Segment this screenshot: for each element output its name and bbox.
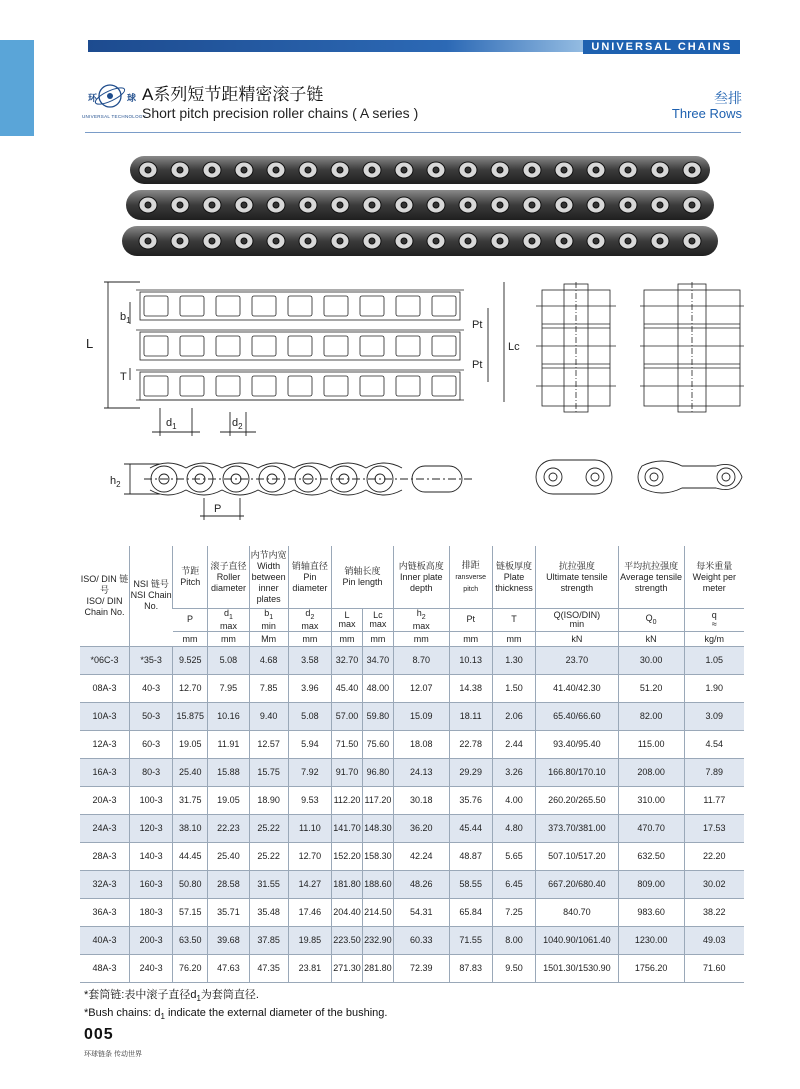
- table-cell: 50-3: [129, 702, 172, 730]
- page-title-en: Short pitch precision roller chains ( A series ): [142, 105, 419, 121]
- table-cell: 19.05: [208, 786, 249, 814]
- table-cell: 12.57: [249, 730, 288, 758]
- table-cell: 667.20/680.40: [536, 870, 618, 898]
- table-cell: 47.35: [249, 954, 288, 982]
- table-cell: 12.70: [288, 842, 331, 870]
- table-cell: 57.15: [173, 898, 208, 926]
- table-cell: 470.70: [618, 814, 684, 842]
- col-header-pin: 销轴直径 Pin diameter: [288, 546, 331, 609]
- side-view-drawing-2: [640, 278, 744, 418]
- table-cell: 35.48: [249, 898, 288, 926]
- side-tab: [0, 40, 34, 136]
- table-cell: 25.22: [249, 842, 288, 870]
- table-cell: 71.55: [449, 926, 492, 954]
- unit-weight: kg/m: [684, 631, 744, 646]
- table-cell: 507.10/517.20: [536, 842, 618, 870]
- table-cell: 60.33: [393, 926, 449, 954]
- table-cell: *35-3: [129, 646, 172, 674]
- col-header-plate: 内链板高度 Inner plate depth: [393, 546, 449, 609]
- table-cell: 17.53: [684, 814, 744, 842]
- unit-tensile: kN: [536, 631, 618, 646]
- table-cell: 11.10: [288, 814, 331, 842]
- label-Pt-upper: Pt: [472, 319, 483, 331]
- table-row: [80, 870, 744, 898]
- table-cell: 51.20: [618, 674, 684, 702]
- table-cell: 31.55: [249, 870, 288, 898]
- table-cell: 31.75: [173, 786, 208, 814]
- label-L: L: [86, 336, 94, 351]
- table-cell: 93.40/95.40: [536, 730, 618, 758]
- table-row: [80, 926, 744, 954]
- table-cell: 18.08: [393, 730, 449, 758]
- footer-slogan: 环球链条 传动世界: [84, 1051, 142, 1058]
- table-cell: 7.95: [208, 674, 249, 702]
- col-header-ansi: NSI 链号 NSI Chain No.: [129, 546, 172, 646]
- table-row: [80, 814, 744, 842]
- label-d1: $d_1$: [166, 417, 177, 431]
- col-header-avg: 平均抗拉强度 Average tensile strength: [618, 546, 684, 609]
- table-cell: 166.80/170.10: [536, 758, 618, 786]
- table-cell: 5.08: [288, 702, 331, 730]
- spec-table: [80, 546, 744, 983]
- table-cell: 200-3: [129, 926, 172, 954]
- table-cell: 3.09: [684, 702, 744, 730]
- table-cell: 9.53: [288, 786, 331, 814]
- table-cell: 11.91: [208, 730, 249, 758]
- table-cell: 28.58: [208, 870, 249, 898]
- table-row: [80, 674, 744, 702]
- table-cell: 3.96: [288, 674, 331, 702]
- table-cell: 9.40: [249, 702, 288, 730]
- table-cell: 28A-3: [80, 842, 129, 870]
- table-cell: 180-3: [129, 898, 172, 926]
- table-cell: 112.20: [332, 786, 363, 814]
- table-row: [80, 898, 744, 926]
- unit-thick: mm: [492, 631, 535, 646]
- col-header-roller: 滚子直径 Roller diameter: [208, 546, 249, 609]
- table-cell: 25.22: [249, 814, 288, 842]
- table-cell: 19.05: [173, 730, 208, 758]
- table-cell: 48.00: [362, 674, 393, 702]
- sym-L: L max: [332, 609, 363, 632]
- table-cell: 4.80: [492, 814, 535, 842]
- col-header-pitch: 节距 Pitch: [173, 546, 208, 609]
- table-cell: 208.00: [618, 758, 684, 786]
- table-cell: 76.20: [173, 954, 208, 982]
- footnote-cn: *套筒链:表中滚子直径$d_1$为套筒直径.: [84, 989, 259, 1004]
- table-cell: 15.88: [208, 758, 249, 786]
- table-cell: 16A-3: [80, 758, 129, 786]
- chain-photo: [120, 150, 720, 264]
- table-cell: 232.90: [362, 926, 393, 954]
- table-cell: 271.30: [332, 954, 363, 982]
- table-cell: 373.70/381.00: [536, 814, 618, 842]
- unit-avg: kN: [618, 631, 684, 646]
- unit-tpitch: mm: [449, 631, 492, 646]
- sym-roller: $d_1$ max: [208, 609, 249, 632]
- sym-Lc: Lc max: [362, 609, 393, 632]
- table-cell: 71.50: [332, 730, 363, 758]
- unit-pitch: mm: [173, 631, 208, 646]
- table-cell: 5.08: [208, 646, 249, 674]
- table-row: [80, 842, 744, 870]
- table-cell: 983.60: [618, 898, 684, 926]
- table-cell: 59.80: [362, 702, 393, 730]
- table-cell: 5.94: [288, 730, 331, 758]
- table-cell: 18.90: [249, 786, 288, 814]
- table-cell: 15.09: [393, 702, 449, 730]
- side-view-drawing-1: [534, 278, 618, 418]
- table-cell: 29.29: [449, 758, 492, 786]
- page-title-cn: A系列短节距精密滚子链: [142, 85, 324, 104]
- table-cell: 1.50: [492, 674, 535, 702]
- table-cell: 14.27: [288, 870, 331, 898]
- table-cell: 36.20: [393, 814, 449, 842]
- table-cell: 25.40: [173, 758, 208, 786]
- table-cell: 30.00: [618, 646, 684, 674]
- table-cell: 12.07: [393, 674, 449, 702]
- table-cell: 1501.30/1530.90: [536, 954, 618, 982]
- table-cell: 38.22: [684, 898, 744, 926]
- table-cell: 1040.90/1061.40: [536, 926, 618, 954]
- table-cell: 260.20/265.50: [536, 786, 618, 814]
- table-cell: 40A-3: [80, 926, 129, 954]
- table-cell: 7.89: [684, 758, 744, 786]
- table-cell: 44.45: [173, 842, 208, 870]
- table-cell: 2.44: [492, 730, 535, 758]
- table-cell: 72.39: [393, 954, 449, 982]
- table-cell: 5.65: [492, 842, 535, 870]
- table-cell: 47.63: [208, 954, 249, 982]
- unit-Lc: mm: [362, 631, 393, 646]
- label-T: T: [120, 371, 127, 383]
- table-cell: 12.70: [173, 674, 208, 702]
- page-number: 005: [84, 1026, 114, 1043]
- table-cell: 08A-3: [80, 674, 129, 702]
- table-cell: 22.78: [449, 730, 492, 758]
- table-cell: 65.84: [449, 898, 492, 926]
- table-cell: 75.60: [362, 730, 393, 758]
- table-cell: 91.70: [332, 758, 363, 786]
- table-cell: 30.02: [684, 870, 744, 898]
- table-cell: 37.85: [249, 926, 288, 954]
- table-cell: 120-3: [129, 814, 172, 842]
- table-cell: 48A-3: [80, 954, 129, 982]
- unit-roller: mm: [208, 631, 249, 646]
- table-cell: 10.16: [208, 702, 249, 730]
- table-row: [80, 954, 744, 982]
- table-cell: 9.50: [492, 954, 535, 982]
- footnote-en: *Bush chains: $d_1$ indicate the external diameter of the bushing.: [84, 1007, 388, 1022]
- table-cell: 188.60: [362, 870, 393, 898]
- table-cell: 160-3: [129, 870, 172, 898]
- col-header-iso: ISO/ DIN 链号 ISO/ DIN Chain No.: [80, 573, 129, 617]
- table-cell: 240-3: [129, 954, 172, 982]
- table-cell: 6.45: [492, 870, 535, 898]
- table-cell: 25.40: [208, 842, 249, 870]
- table-cell: 115.00: [618, 730, 684, 758]
- table-cell: 15.75: [249, 758, 288, 786]
- logo-cn-right: 球: [126, 93, 136, 103]
- table-cell: 63.50: [173, 926, 208, 954]
- table-cell: 310.00: [618, 786, 684, 814]
- table-cell: 17.46: [288, 898, 331, 926]
- label-h2: $h_2$: [110, 475, 121, 489]
- table-cell: 24.13: [393, 758, 449, 786]
- table-cell: 8.70: [393, 646, 449, 674]
- plate-end-drawings: [530, 452, 748, 502]
- table-row: [80, 702, 744, 730]
- table-cell: 7.25: [492, 898, 535, 926]
- table-cell: 39.68: [208, 926, 249, 954]
- plate-profile-drawing: [104, 448, 504, 530]
- table-cell: 281.80: [362, 954, 393, 982]
- table-cell: 140-3: [129, 842, 172, 870]
- table-cell: 152.20: [332, 842, 363, 870]
- table-cell: 12A-3: [80, 730, 129, 758]
- table-row: [80, 730, 744, 758]
- table-cell: 60-3: [129, 730, 172, 758]
- table-cell: 2.06: [492, 702, 535, 730]
- unit-width: Mm: [249, 631, 288, 646]
- table-cell: 19.85: [288, 926, 331, 954]
- table-cell: 65.40/66.60: [536, 702, 618, 730]
- table-cell: 181.80: [332, 870, 363, 898]
- table-cell: 3.58: [288, 646, 331, 674]
- table-cell: 141.70: [332, 814, 363, 842]
- sym-weight: q ≈: [684, 609, 744, 632]
- table-row: [80, 758, 744, 786]
- table-cell: 1756.20: [618, 954, 684, 982]
- table-cell: 48.26: [393, 870, 449, 898]
- table-cell: 100-3: [129, 786, 172, 814]
- sym-thick: T: [492, 609, 535, 632]
- table-cell: 11.77: [684, 786, 744, 814]
- label-b1: $b_1$: [120, 311, 131, 325]
- sym-plate: $h_2$ max: [393, 609, 449, 632]
- table-cell: 57.00: [332, 702, 363, 730]
- table-cell: 10.13: [449, 646, 492, 674]
- table-cell: 32.70: [332, 646, 363, 674]
- col-header-tpitch: 排距 ransverse pitch: [449, 546, 492, 609]
- table-cell: 48.87: [449, 842, 492, 870]
- table-cell: 96.80: [362, 758, 393, 786]
- brand-band-label: UNIVERSAL CHAINS: [583, 40, 740, 54]
- table-cell: 204.40: [332, 898, 363, 926]
- table-cell: 71.60: [684, 954, 744, 982]
- table-cell: 223.50: [332, 926, 363, 954]
- table-cell: 41.40/42.30: [536, 674, 618, 702]
- col-header-weight: 每米重量 Weight per meter: [684, 546, 744, 609]
- table-cell: 117.20: [362, 786, 393, 814]
- table-cell: 14.38: [449, 674, 492, 702]
- table-cell: 840.70: [536, 898, 618, 926]
- table-cell: 23.81: [288, 954, 331, 982]
- unit-pin: mm: [288, 631, 331, 646]
- table-cell: 45.44: [449, 814, 492, 842]
- unit-plate: mm: [393, 631, 449, 646]
- table-cell: 42.24: [393, 842, 449, 870]
- table-cell: 34.70: [362, 646, 393, 674]
- table-cell: 35.71: [208, 898, 249, 926]
- table-cell: 30.18: [393, 786, 449, 814]
- table-cell: 35.76: [449, 786, 492, 814]
- table-cell: 8.00: [492, 926, 535, 954]
- table-row: [80, 646, 744, 674]
- table-cell: 7.92: [288, 758, 331, 786]
- table-cell: 87.83: [449, 954, 492, 982]
- table-cell: 23.70: [536, 646, 618, 674]
- col-header-pinlen: 销轴长度 Pin length: [332, 546, 394, 609]
- sym-pitch: P: [173, 609, 208, 632]
- rows-label-en: Three Rows: [671, 106, 742, 121]
- table-cell: 40-3: [129, 674, 172, 702]
- table-cell: 3.26: [492, 758, 535, 786]
- table-cell: 49.03: [684, 926, 744, 954]
- table-cell: 4.68: [249, 646, 288, 674]
- table-cell: 148.30: [362, 814, 393, 842]
- table-cell: *06C-3: [80, 646, 129, 674]
- table-cell: 32A-3: [80, 870, 129, 898]
- unit-L: mm: [332, 631, 363, 646]
- table-cell: 58.55: [449, 870, 492, 898]
- label-P: P: [214, 503, 222, 515]
- table-cell: 45.40: [332, 674, 363, 702]
- label-Pt-lower: Pt: [472, 359, 483, 371]
- table-cell: 1.05: [684, 646, 744, 674]
- table-cell: 4.00: [492, 786, 535, 814]
- table-cell: 7.85: [249, 674, 288, 702]
- table-cell: 214.50: [362, 898, 393, 926]
- table-cell: 1.90: [684, 674, 744, 702]
- sym-tpitch: Pt: [449, 609, 492, 632]
- table-row: [80, 786, 744, 814]
- table-cell: 20A-3: [80, 786, 129, 814]
- table-cell: 80-3: [129, 758, 172, 786]
- table-cell: 18.11: [449, 702, 492, 730]
- table-cell: 22.20: [684, 842, 744, 870]
- table-cell: 82.00: [618, 702, 684, 730]
- table-cell: 50.80: [173, 870, 208, 898]
- table-cell: 36A-3: [80, 898, 129, 926]
- rows-label-cn: 叁排: [714, 90, 742, 106]
- top-view-drawing: [80, 268, 520, 440]
- table-cell: 1230.00: [618, 926, 684, 954]
- col-header-thick: 链板厚度 Plate thickness: [492, 546, 535, 609]
- col-header-tensile: 抗拉强度 Ultimate tensile strength: [536, 546, 618, 609]
- table-cell: 15.875: [173, 702, 208, 730]
- col-header-width: 内节内宽 Width between inner plates: [249, 546, 288, 609]
- logo-cn-left: 环: [88, 93, 98, 103]
- table-cell: 54.31: [393, 898, 449, 926]
- table-cell: 9.525: [173, 646, 208, 674]
- sym-avg: $Q_0$: [618, 609, 684, 632]
- sym-tensile: Q(ISO/DIN) min: [536, 609, 618, 632]
- table-cell: 158.30: [362, 842, 393, 870]
- table-cell: 809.00: [618, 870, 684, 898]
- label-Lc: Lc: [508, 341, 520, 353]
- label-d2: $d_2$: [232, 417, 243, 431]
- footnote: [84, 988, 387, 1024]
- sym-pin: $d_2$ max: [288, 609, 331, 632]
- table-cell: 1.30: [492, 646, 535, 674]
- table-cell: 24A-3: [80, 814, 129, 842]
- table-cell: 38.10: [173, 814, 208, 842]
- title-divider: [85, 132, 741, 133]
- table-cell: 10A-3: [80, 702, 129, 730]
- table-cell: 4.54: [684, 730, 744, 758]
- sym-width: $b_1$ min: [249, 609, 288, 632]
- table-cell: 632.50: [618, 842, 684, 870]
- logo-en: UNIVERSAL TECHNOLOGY: [82, 114, 147, 119]
- table-cell: 22.23: [208, 814, 249, 842]
